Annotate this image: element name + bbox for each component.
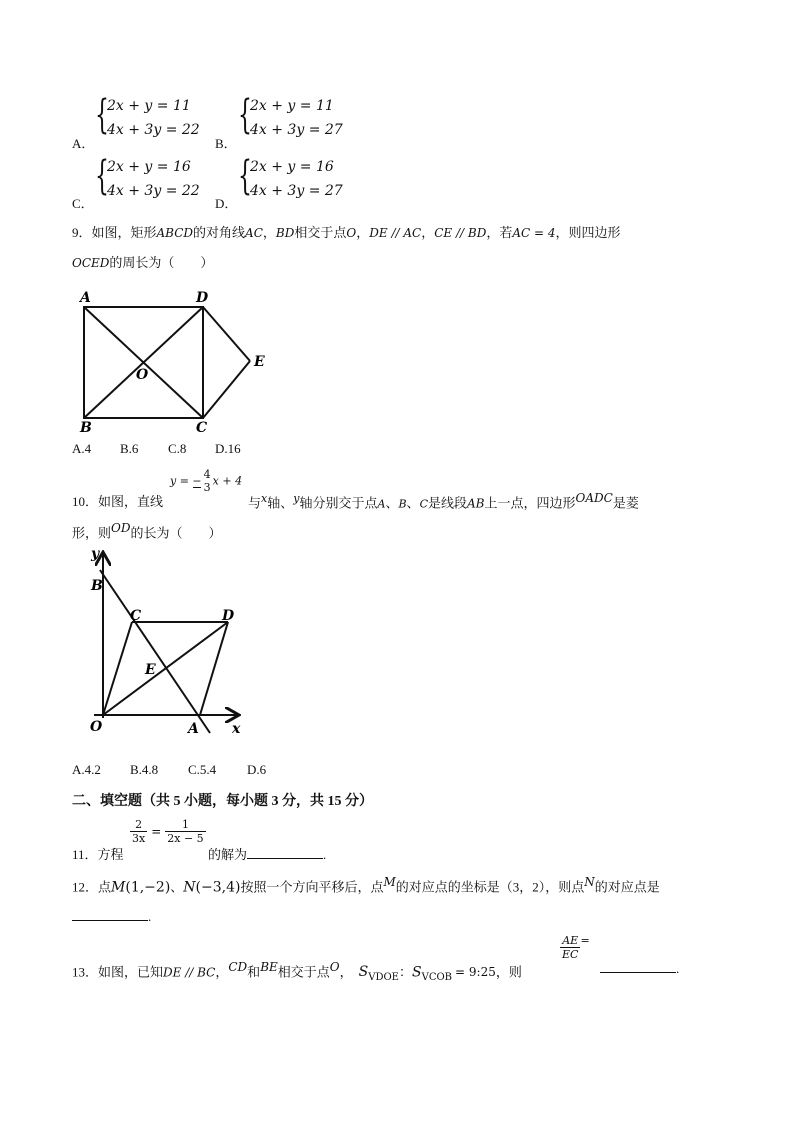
q10-label-y: y: [91, 546, 100, 562]
q9-oced: OCED: [72, 256, 110, 270]
q12-answer-blank[interactable]: [72, 908, 148, 921]
q13-fraction: [560, 934, 580, 961]
q9-ce-parallel-bd: CE // BD: [434, 226, 487, 240]
q10-text: 是线段: [427, 495, 467, 511]
q9-text: ，: [262, 225, 276, 240]
q13-stem: [72, 960, 522, 983]
q13-be: BE: [260, 960, 278, 974]
q10-fraction: [202, 468, 213, 494]
q8-brace-c: {: [95, 153, 109, 199]
q9-text: ，若: [486, 225, 513, 240]
q12-m: M: [111, 879, 126, 896]
q12-m2: M: [383, 875, 396, 889]
q12-stem-line1: [72, 875, 660, 895]
q8-option-a-eq2: 4x + 3y = 22: [107, 122, 200, 138]
q12-text: .: [148, 909, 152, 924]
q12-text: 12．点: [72, 879, 112, 895]
q10-option-b: B.4.8: [130, 762, 159, 777]
q9-de-parallel-ac: DE // AC: [369, 226, 422, 240]
q9-label-e: E: [254, 354, 265, 370]
q10-stem-line1: [72, 491, 163, 510]
q10-label-b: B: [91, 578, 103, 594]
q8-brace-d: {: [238, 153, 252, 199]
q13-ratio: = 9:25: [455, 965, 496, 980]
q10-frac-num: 4: [203, 468, 211, 481]
q10-text: 上一点，四边形: [484, 495, 576, 511]
q11-f1-num: 2: [130, 818, 147, 832]
q13-text: ，: [215, 964, 229, 980]
q9-text: 的对角线: [193, 225, 246, 240]
q10-stem-line2: [72, 521, 222, 541]
q10-option-a: A.4.2: [72, 762, 101, 777]
q11-fraction-right: [165, 818, 205, 845]
q10-text: 形，则: [72, 525, 112, 541]
q10-label-a: A: [188, 721, 199, 737]
q11-f1-den: 3x: [132, 832, 146, 845]
q10-label-e: E: [145, 662, 156, 678]
q8-option-b-label: B．: [215, 136, 237, 151]
q10-y: y: [293, 492, 300, 505]
q10-text: 、: [385, 495, 399, 511]
q9-text: 9．如图，矩形: [72, 225, 157, 240]
q9-label-b: B: [80, 420, 92, 435]
q10-a: A: [377, 497, 386, 511]
q13-de-parallel-bc: DE // BC: [163, 965, 216, 980]
q13-text: 和: [247, 964, 261, 980]
q8-option-c-eq2: 4x + 3y = 22: [107, 183, 200, 199]
q9-text: 相交于点: [294, 225, 347, 240]
q13-o: O: [329, 960, 340, 974]
q10-text: 的长为（ ）: [130, 525, 222, 541]
q9-stem-line1: [72, 222, 621, 241]
q13-fraction-expr: [560, 934, 590, 961]
q8-option-b-eq1: 2x + y = 11: [250, 98, 334, 114]
q12-n-coord: (−3,4): [195, 879, 241, 896]
q11-label: 11．方程: [72, 847, 124, 862]
q11-text: .: [323, 847, 327, 862]
q12-n2: N: [584, 875, 595, 889]
q10-b: B: [398, 497, 407, 511]
q10-frac-den: 3: [203, 481, 211, 494]
q10-y-eq: y = −: [170, 474, 202, 488]
q8-option-a-eq1: 2x + y = 11: [107, 98, 191, 114]
q9-text: ，: [356, 225, 370, 240]
q10-label-d: D: [222, 608, 235, 624]
q11-answer-blank[interactable]: [247, 846, 323, 859]
q9-stem-line2: [72, 252, 213, 271]
q13-s2-sub: VCOB: [421, 971, 453, 983]
q10-figure: [72, 540, 262, 755]
q10-option-c: C.5.4: [188, 762, 217, 777]
q8-option-d-eq2: 4x + 3y = 27: [250, 183, 343, 199]
q9-abcd: ABCD: [156, 226, 194, 240]
q10-text: 轴、: [267, 495, 294, 511]
q9-label-d: D: [196, 290, 209, 306]
q13-answer-blank[interactable]: [600, 960, 676, 973]
q13-text: ，则: [495, 964, 522, 980]
q10-line-ab: [100, 570, 210, 733]
q9-option-b: B.6: [120, 441, 139, 456]
q10-frac-bar: [193, 487, 201, 488]
q9-option-a: A.4: [72, 441, 92, 456]
q8-option-d-eq1: 2x + y = 16: [250, 159, 334, 175]
q12-stem-line2: [72, 908, 151, 925]
q9-ac: AC: [245, 226, 263, 240]
q12-text: 按照一个方向平移后，点: [240, 879, 384, 895]
q8-brace-a: {: [95, 92, 109, 138]
q10-x: x: [261, 492, 268, 505]
q13-s1-sub: VDOE: [368, 971, 399, 983]
q10-ab: AB: [467, 496, 485, 511]
q9-ac-equals-4: AC = 4: [512, 226, 556, 240]
q8-option-a-label: A．: [72, 136, 95, 151]
q11-fraction-left: [130, 818, 147, 845]
q12-text: 的对应点的坐标是（3，2），则点: [395, 879, 585, 895]
q10-text: 与: [248, 495, 262, 511]
q10-stem-line1b: [248, 491, 639, 511]
q10-x-plus: x + 4: [212, 474, 243, 488]
q12-text: 的对应点是: [594, 879, 660, 895]
q10-text: 轴分别交于点: [299, 495, 378, 511]
q11-equation: [130, 818, 206, 845]
q10-segment-od: [103, 622, 228, 715]
q11-text: 的解为: [208, 847, 248, 862]
q9-figure: [72, 285, 282, 435]
q10-text: 是菱: [612, 495, 639, 511]
q9-segment-de: [203, 307, 250, 361]
q9-segment-ce: [203, 361, 250, 418]
q8-option-d-label: D．: [215, 196, 238, 211]
q11-equals: =: [151, 824, 162, 839]
section-2-title: 二、填空题（共 5 小题，每小题 3 分，共 15 分）: [72, 794, 373, 809]
q10-text: 10．如图，直线: [72, 494, 164, 509]
q10-label-o: O: [90, 719, 103, 735]
q8-brace-b: {: [238, 92, 252, 138]
q10-oadc: OADC: [575, 491, 613, 505]
q11-stem: [208, 844, 326, 863]
q9-option-c: C.8: [168, 441, 187, 456]
q9-text: 的周长为（ ）: [109, 255, 214, 270]
q12-m-coord: (1,−2): [125, 879, 171, 896]
q13-answer: [600, 960, 679, 977]
q10-od: OD: [111, 521, 131, 535]
q12-text: 、: [170, 879, 184, 895]
q10-segment-da: [200, 622, 228, 715]
q8-option-c-label: C．: [72, 196, 94, 211]
q11-f2-den: 2x − 5: [167, 832, 204, 845]
q13-frac-den: EC: [562, 948, 579, 961]
q10-option-d: D.6: [247, 762, 267, 777]
q9-o: O: [346, 226, 357, 240]
q10-line-equation: [170, 468, 242, 494]
q13-s1: S: [358, 964, 369, 981]
q10-label-x: x: [232, 721, 241, 737]
q9-bd: BD: [275, 226, 295, 240]
q10-text: 、: [406, 495, 420, 511]
q11-f2-num: 1: [165, 818, 205, 832]
q13-text: ：: [398, 964, 412, 980]
q10-segment-oc: [103, 622, 132, 715]
q13-text: ，: [339, 964, 353, 980]
q13-text: 相交于点: [277, 964, 330, 980]
q9-text: ，: [421, 225, 435, 240]
q9-label-a: A: [80, 290, 91, 306]
q9-label-c: C: [196, 420, 208, 435]
q9-label-o: O: [136, 367, 149, 383]
q8-option-b-eq2: 4x + 3y = 27: [250, 122, 343, 138]
q8-option-c-eq1: 2x + y = 16: [107, 159, 191, 175]
q13-text: 13．如图，已知: [72, 964, 164, 980]
q13-frac-num: AE: [560, 934, 580, 948]
q13-equals: =: [580, 934, 590, 947]
q12-n: N: [183, 879, 196, 896]
q9-text: ，则四边形: [555, 225, 621, 240]
q10-c: C: [419, 497, 428, 511]
q9-option-d: D.16: [215, 441, 241, 456]
q13-text: .: [676, 961, 680, 976]
q13-cd: CD: [228, 960, 248, 974]
q13-s2: S: [412, 964, 422, 981]
q10-label-c: C: [130, 608, 142, 624]
